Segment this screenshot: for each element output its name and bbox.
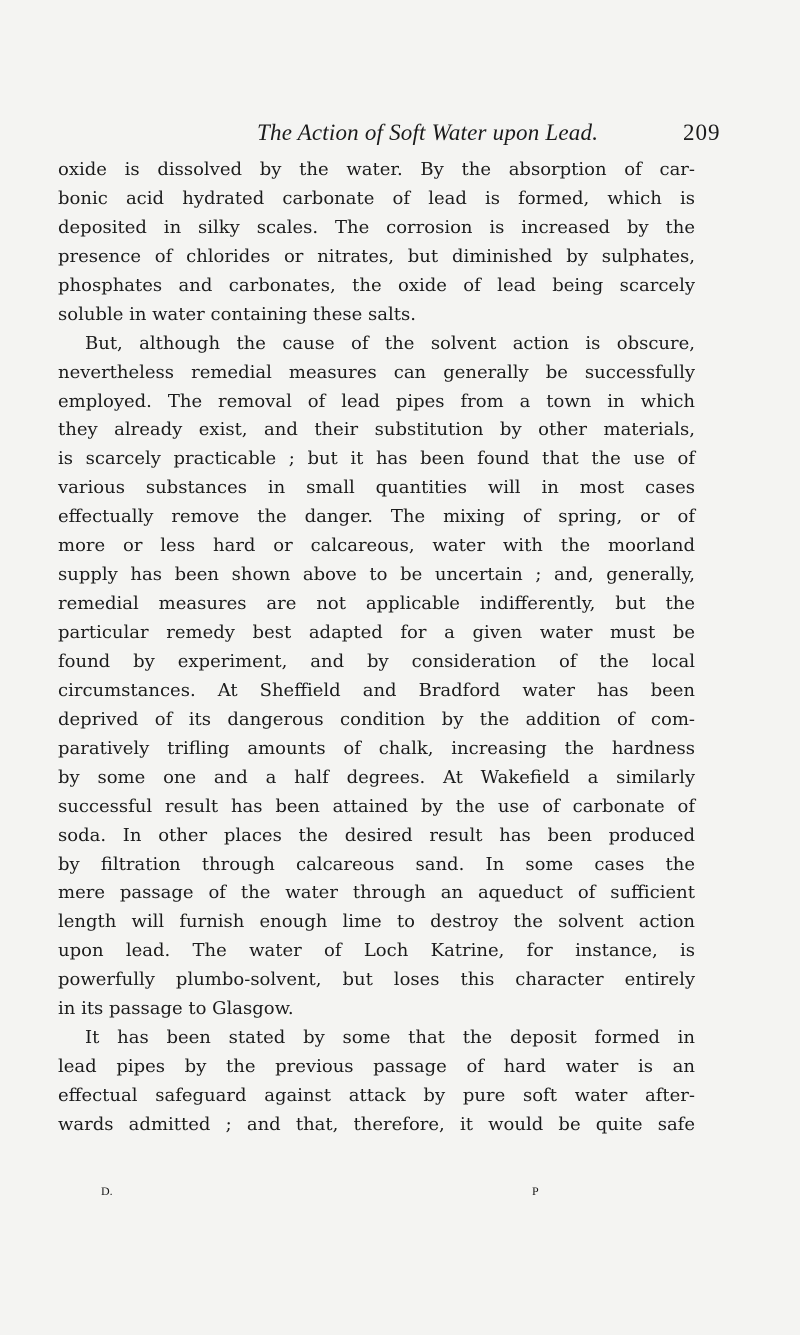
text-line: lead pipes by the previous passage of hard water is an [58,1056,695,1078]
text-line: supply has been shown above to be uncertain ; and, generally, [58,564,695,586]
text-line: phosphates and carbonates, the oxide of lead being scarcely [58,274,695,296]
text-line: deprived of its dangerous condition by the addition of com- [58,708,695,730]
text-line: various substances in small quantities will in most cases [58,477,695,499]
signature-marks [0,1181,800,1201]
text-line: circumstances. At Sheffield and Bradford water has been [58,679,695,701]
text-line: more or less hard or calcareous, water with the moorland [58,535,695,557]
running-title: The Action of Soft Water upon Lead. [257,120,599,145]
text-line: But, although the cause of the solvent action is obscure, [85,332,695,354]
page-number: 209 [683,120,721,145]
text-line: remedial measures are not applicable indifferently, but the [58,593,695,615]
text-line: by some one and a half degrees. At Wakefield a similarly [58,766,695,788]
signature-mark-right: P [532,1184,539,1198]
text-line: effectual safeguard against attack by pure soft water after- [58,1085,695,1106]
text-line: bonic acid hydrated carbonate of lead is formed, which is [58,187,695,209]
text-line: they already exist, and their substitution by other materials, [58,419,695,441]
text-line: nevertheless remedial measures can generally be successfully [58,361,695,383]
text-line: soda. In other places the desired result has been produced [58,824,695,846]
paragraph [58,330,695,1025]
paragraph [58,1024,695,1140]
running-header [0,118,800,148]
text-line: wards admitted ; and that, therefore, it would be quite safe [58,1113,695,1135]
text-line: found by experiment, and by consideration of the local [58,650,695,672]
text-line: particular remedy best adapted for a given water must be [58,622,695,643]
body-text [58,156,695,1140]
text-line: length will furnish enough lime to destroy the solvent action [58,911,695,933]
text-line: successful result has been attained by the use of carbonate of [58,795,695,817]
text-line: employed. The removal of lead pipes from a town in which [58,390,695,412]
text-line: paratively trifling amounts of chalk, increasing the hardness [58,737,695,759]
text-line: is scarcely practicable ; but it has been found that the use of [58,448,695,470]
text-line: deposited in silky scales. The corrosion is increased by the [58,216,695,238]
text-line: oxide is dissolved by the water. By the absorption of car- [58,159,695,180]
text-line: presence of chlorides or nitrates, but diminished by sulphates, [58,245,695,267]
text-line: effectually remove the danger. The mixing of spring, or of [58,506,695,528]
signature-mark-left: D. [101,1184,113,1198]
text-line: It has been stated by some that the deposit formed in [85,1027,695,1049]
text-line: soluble in water containing these salts. [58,303,416,325]
text-line: in its passage to Glasgow. [58,998,294,1020]
text-line: powerfully plumbo-solvent, but loses this character entirely [58,969,695,991]
text-line: by filtration through calcareous sand. In some cases the [58,853,695,875]
text-line: upon lead. The water of Loch Katrine, for instance, is [58,940,695,962]
text-line: mere passage of the water through an aqueduct of sufficient [58,882,695,904]
paragraph [58,156,695,330]
